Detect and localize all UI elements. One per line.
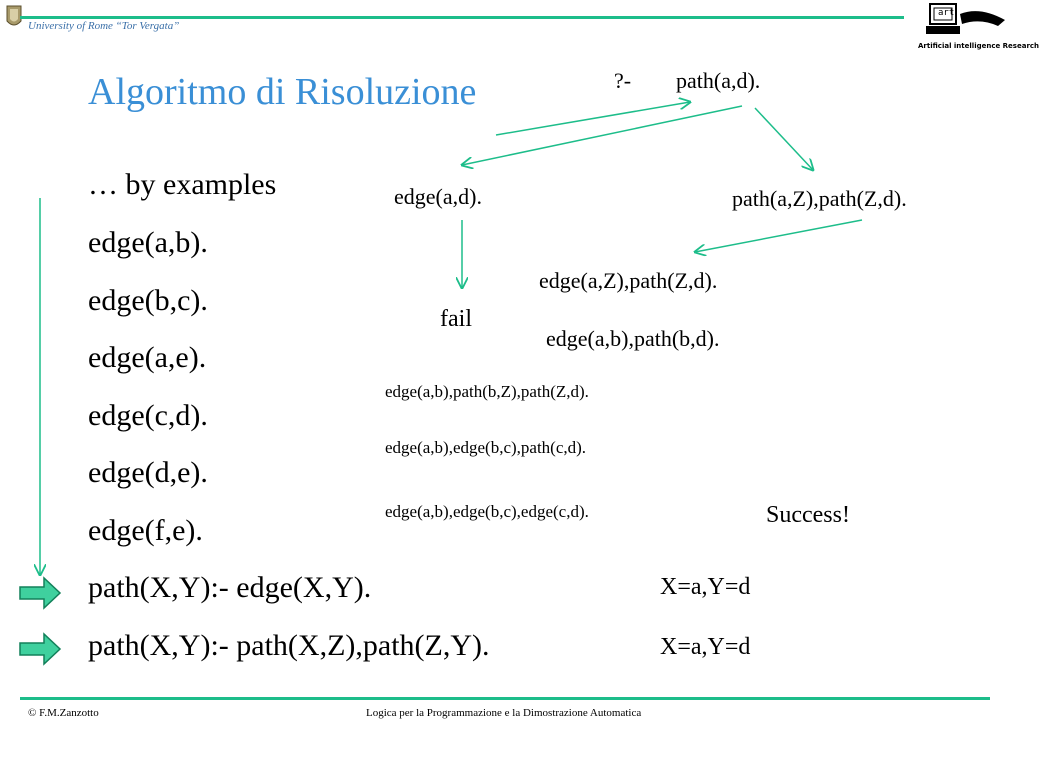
fact-3: edge(a,e).: [88, 341, 207, 374]
binding-2: X=a,Y=d: [660, 634, 751, 660]
fail-result: fail: [440, 306, 472, 332]
success-label: Success!: [766, 502, 850, 528]
fact-6: edge(f,e).: [88, 514, 203, 547]
arrow-query-to-path: [755, 108, 813, 170]
examples-intro: … by examples: [88, 168, 277, 201]
edge-branch: edge(a,d).: [394, 184, 482, 209]
footer-rule: [20, 697, 990, 700]
binding-1: X=a,Y=d: [660, 574, 751, 600]
query-goal: path(a,d).: [676, 68, 761, 93]
footer-author: © F.M.Zanzotto: [28, 707, 99, 719]
arrow-query-to-edge: [462, 106, 742, 165]
fact-5: edge(d,e).: [88, 456, 208, 489]
rule-2: path(X,Y):- path(X,Z),path(Z,Y).: [88, 629, 490, 662]
resolution-step-5: edge(a,b),edge(b,c),edge(c,d).: [385, 502, 589, 521]
university-name: University of Rome “Tor Vergata”: [28, 20, 180, 32]
resolution-step-3: edge(a,b),path(b,Z),path(Z,d).: [385, 382, 589, 401]
page-title: Algoritmo di Risoluzione: [88, 71, 477, 113]
query-prompt: ?-: [614, 68, 632, 93]
logo-text: art: [938, 8, 955, 18]
fact-4: edge(c,d).: [88, 399, 208, 432]
rule-pointer-1-icon: [20, 578, 60, 608]
path-branch: path(a,Z),path(Z,d).: [732, 186, 907, 211]
rule-1: path(X,Y):- edge(X,Y).: [88, 571, 372, 604]
logo-caption: Artificial intelligence Research: [918, 42, 1039, 50]
resolution-step-2: edge(a,b),path(b,d).: [546, 326, 720, 351]
rule-pointer-2-icon: [20, 634, 60, 664]
footer-course: Logica per la Programmazione e la Dimostrazione Automatica: [366, 707, 642, 719]
fact-2: edge(b,c).: [88, 284, 208, 317]
resolution-step-4: edge(a,b),edge(b,c),path(c,d).: [385, 438, 587, 457]
fact-1: edge(a,b).: [88, 226, 208, 259]
arrow-path-to-step1: [695, 220, 862, 252]
resolution-step-1: edge(a,Z),path(Z,d).: [539, 268, 718, 293]
arrow-input-to-query: [496, 102, 690, 135]
